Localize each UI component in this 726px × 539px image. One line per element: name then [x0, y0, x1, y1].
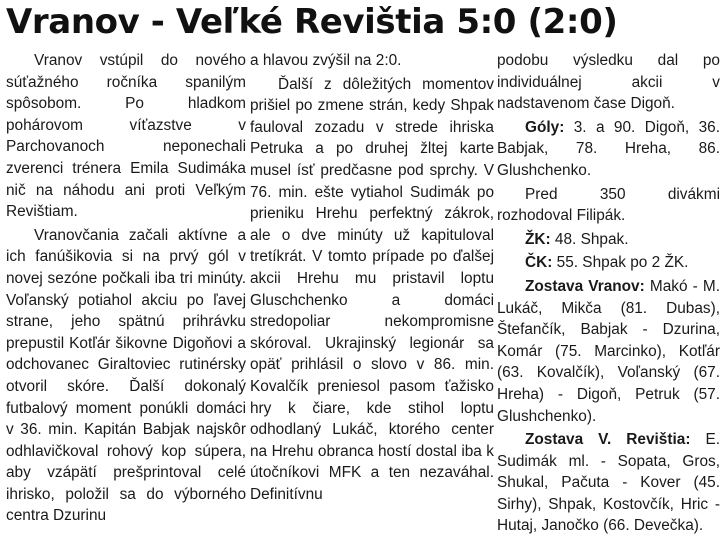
article-paragraph: Vranovčania začali aktívne a ich fanúšikovia si na prvý gól v novej sezóne počkali iba tri minúty. Voľanský potiahol akciu po ľavej strane, jeho spätnú prihrávku prepustil Kotľár šikovne Digoňovi a odchovanec Giraltoviec rutinérsky otvoril skóre. Ďalší dokonalý futbalový moment ponúkli domáci v 36. min. Kapitán Babjak najskôr odhlavičkoval rohový kop súpera, aby vzápätí prešprintoval celé ihrisko, položil sa do výborného centra Dzurinu [6, 226, 246, 525]
lineup-away-line [497, 429, 720, 537]
yellow-card-label: ŽK: [525, 230, 551, 248]
article-column-2 [250, 50, 494, 507]
lineup-away-text: E. Sudimák ml. - Sopata, Gros, Shukal, Pačuta - Kover (45. Sirhy), Shpak, Kostovčík, Hric - Hutaj, Janočko (66. Devečka). [497, 431, 720, 535]
goals-line [497, 117, 720, 182]
yellow-card-line [497, 229, 720, 251]
yellow-card-text: 48. Shpak. [550, 230, 629, 248]
goals-text: 3. a 90. Digoň, 36. Babjak, 78. Hreha, 86. Glushchenko. [497, 118, 720, 179]
goals-label: Góly: [525, 118, 565, 136]
red-card-label: ČK: [525, 254, 553, 272]
red-card-line [497, 252, 720, 274]
article-column-3 [497, 50, 720, 539]
attendance-line: Pred 350 divákmi rozhodoval Filipák. [497, 185, 720, 225]
article-paragraph: Vranov vstúpil do nového súťažného ročníka spanilým spôsobom. Po hladkom pohárovom víťazstve v Parchovanoch neponechali zverenci trénera Emila Sudimáka nič na náhodu ani proti Veľkým Revištiam. [6, 52, 246, 221]
article-paragraph: Ďalší z dôležitých momentov prišiel po zmene strán, kedy Shpak fauloval zozadu v strede ihriska Petruka a po druhej žltej karte musel ísť predčasne pod sprchy. V 76. min. ešte vytiahol Sudimák po prieniku Hrehu perfektný zákrok, ale o dve minúty už kapituloval tretíkrát. V tomto prípade po ďalšej akcii Hrehu mu pristavil loptu Gluschchenko a domáci stredopoliar nekompromisne skóroval. Ukrajinský legionár sa opäť prihlásil o slovo v 86. min. Kovalčík preniesol pasom ťažisko hry k čiare, kde stihol loptu odhodlaný Lukáč, ktorého center na Hrehu obranca hostí dostal iba k útočníkovi MFK a ten nezaváhal. Definitívnu [250, 75, 494, 503]
article-headline: Vranov - Veľké Revištia 5:0 (2:0) [6, 2, 618, 42]
lineup-home-line [497, 276, 720, 427]
lineup-home-label: Zostava Vranov: [525, 277, 645, 295]
article-paragraph-continued: podobu výsledku dal po individuálnej akcii v nadstavenom čase Digoň. [497, 52, 720, 113]
red-card-text: 55. Shpak po 2 ŽK. [552, 254, 689, 272]
lineup-away-label: Zostava V. Revištia: [525, 431, 691, 449]
lineup-home-text: Makó - M. Lukáč, Mikča (81. Dubas), Štefančík, Babjak - Dzurina, Komár (75. Marcinko), Kotľár (63. Kovalčík), Voľanský (67. Hreha) - Digoň, Petruk (57. Glushchenko). [497, 277, 720, 425]
article-column-1 [6, 50, 246, 529]
article-paragraph-continued: a hlavou zvýšil na 2:0. [250, 52, 402, 69]
